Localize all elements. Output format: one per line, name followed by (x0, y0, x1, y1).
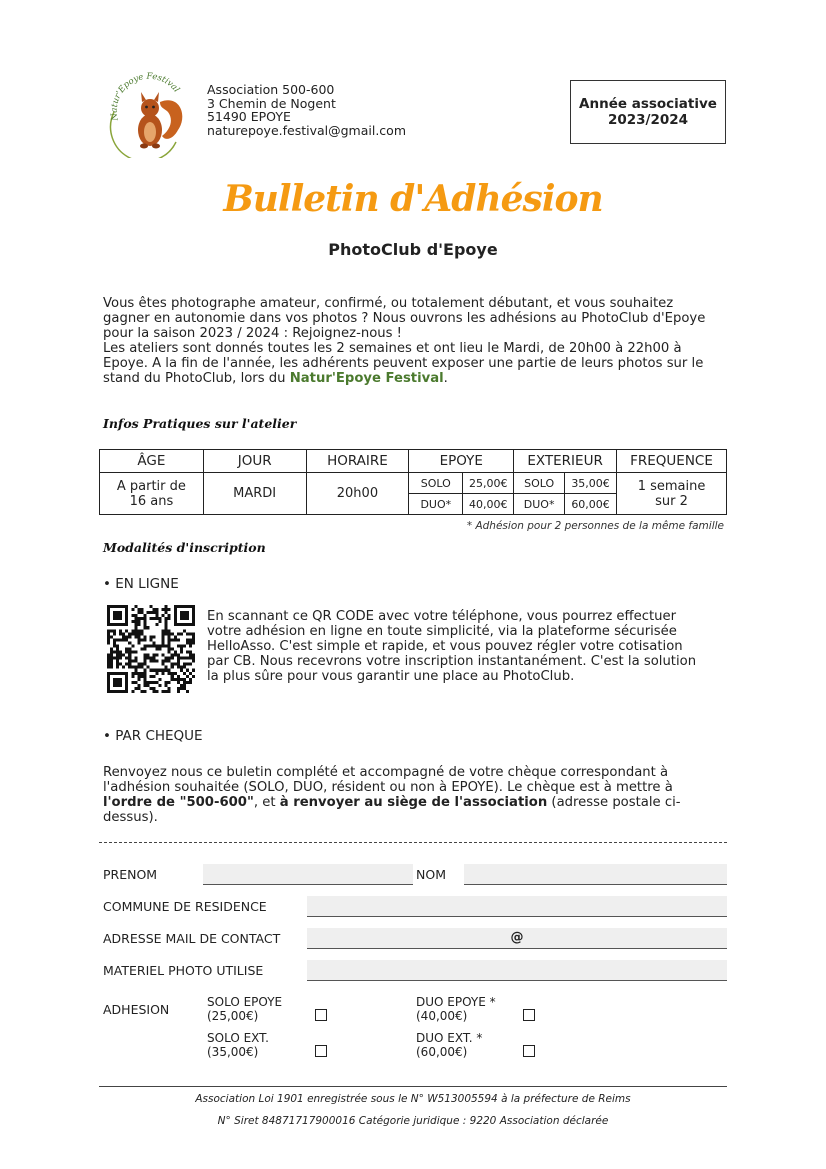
cell-ext-duo-price: 60,00€ (565, 494, 617, 515)
option-name: SOLO EXT. (207, 1031, 269, 1045)
year-box (570, 80, 726, 144)
address-line-email: naturepoye.festival@gmail.com (207, 122, 406, 138)
cell-epoye-duo-price: 40,00€ (463, 494, 514, 515)
col-jour: JOUR (203, 450, 306, 473)
footer-registration: Association Loi 1901 enregistrée sous le N° W513005594 à la préfecture de Reims (195, 1093, 631, 1105)
festival-name: Natur'Epoye Festival (289, 371, 444, 386)
footer-siret: N° Siret 84871717900016 Catégorie juridique : 9220 Association déclarée (217, 1115, 609, 1127)
table-footnote: * Adhésion pour 2 personnes de la même famille (466, 520, 724, 532)
prenom-field[interactable] (203, 864, 413, 885)
info-table (99, 449, 727, 515)
cheque-text (103, 765, 713, 825)
option-price: (25,00€) (207, 1009, 259, 1023)
col-frequence: FREQUENCE (617, 450, 727, 473)
intro-text (103, 296, 723, 386)
option-solo-epoye (207, 995, 282, 1023)
address-line-city: 51490 EPOYE (207, 109, 291, 124)
cell-ext-solo-price: 35,00€ (565, 473, 617, 494)
intro-paragraph-1: Vous êtes photographe amateur, confirmé, ou totalement débutant, et vous souhaitez gagner en autonomie dans vos photos ? Nous ouvrons les adhésions au PhotoClub d'Epoye pour la saison 2023 / 2024 : Rejoignez-nous ! (103, 296, 706, 341)
prenom-label: PRENOM (103, 867, 158, 882)
nom-label: NOM (416, 867, 446, 882)
email-at-sign: @ (510, 930, 524, 945)
materiel-label: MATERIEL PHOTO UTILISE (103, 963, 264, 978)
checkbox-duo-epoye[interactable] (523, 1009, 535, 1021)
squirrel-icon (138, 92, 182, 149)
intro-p2-text: Les ateliers sont donnés toutes les 2 semaines et ont lieu le Mardi, de 20h00 à 22h00 à Epoye. A la fin de l'année, les adhérents peuvent exposer une partie de leurs photos sur le stand du PhotoClub, lors du (103, 341, 704, 386)
col-exterieur: EXTERIEUR (514, 450, 617, 473)
qr-modules (107, 605, 195, 693)
option-duo-ext (416, 1031, 482, 1059)
commune-field[interactable] (307, 896, 727, 917)
option-solo-ext (207, 1031, 269, 1059)
cell-epoye-solo-price: 25,00€ (463, 473, 514, 494)
option-name: SOLO EPOYE (207, 995, 283, 1009)
cut-line (99, 842, 727, 843)
cheque-text-c: , et (253, 795, 280, 810)
email-label: ADRESSE MAIL DE CONTACT (103, 931, 281, 946)
option-duo-epoye (416, 995, 496, 1023)
cheque-send-to: à renvoyer au siège de l'association (279, 795, 548, 810)
online-heading: • EN LIGNE (103, 576, 179, 592)
cell-ext-duo-label: DUO* (514, 494, 565, 515)
infos-section-title: Infos Pratiques sur l'atelier (103, 416, 297, 431)
cell-epoye-solo-label: SOLO (409, 473, 463, 494)
year-value: 2023/2024 (607, 112, 689, 128)
modalites-section-title: Modalités d'inscription (103, 540, 266, 555)
cheque-order: l'ordre de "500-600" (103, 795, 254, 810)
col-horaire: HORAIRE (306, 450, 409, 473)
option-name: DUO EXT. * (416, 1031, 483, 1045)
address-line-name: Association 500-600 (207, 82, 335, 97)
col-epoye: EPOYE (409, 450, 514, 473)
cheque-text-e: (adresse postale ci-dessus). (103, 795, 681, 825)
cell-horaire: 20h00 (306, 473, 409, 515)
adhesion-label: ADHESION (103, 1002, 170, 1017)
intro-p2-end: . (443, 371, 448, 386)
page-title: Bulletin d'Adhésion (223, 178, 603, 220)
checkbox-solo-epoye[interactable] (315, 1009, 327, 1021)
col-age: ÂGE (100, 450, 204, 473)
option-price: (35,00€) (207, 1045, 259, 1059)
option-price: (40,00€) (416, 1009, 468, 1023)
festival-logo (104, 72, 194, 158)
table-row (100, 473, 727, 494)
intro-paragraph-2 (103, 341, 723, 386)
table-header-row (100, 450, 727, 473)
nom-field[interactable] (464, 864, 727, 885)
cell-frequence: 1 semaine sur 2 (617, 473, 727, 515)
checkbox-duo-ext[interactable] (523, 1045, 535, 1057)
year-label: Année associative (579, 96, 717, 112)
footer-divider (99, 1086, 727, 1087)
cell-age: A partir de 16 ans (100, 473, 204, 515)
materiel-field[interactable] (307, 960, 727, 981)
address-line-street: 3 Chemin de Nogent (207, 95, 336, 111)
email-field[interactable] (307, 928, 727, 949)
cheque-text-a: Renvoyez nous ce buletin complété et accompagné de votre chèque correspondant à l'adhésion souhaitée (SOLO, DUO, résident ou non à EPOYE). Le chèque est à mettre à (103, 765, 673, 795)
online-text: En scannant ce QR CODE avec votre téléphone, vous pourrez effectuer votre adhésion en ligne en toute simplicité, via la plateforme sécurisée HelloAsso. C'est simple et rapide, et vous pouvez régler votre cotisation par CB. Nous recevrons votre inscription instantanément. C'est la solution la plus sûre pour vous garantir une place au PhotoClub. (207, 609, 697, 684)
association-address (207, 83, 406, 137)
option-name: DUO EPOYE * (416, 995, 496, 1009)
cell-ext-solo-label: SOLO (514, 473, 565, 494)
commune-label: COMMUNE DE RESIDENCE (103, 899, 267, 914)
cell-jour: MARDI (203, 473, 306, 515)
checkbox-solo-ext[interactable] (315, 1045, 327, 1057)
qr-code[interactable] (107, 605, 195, 693)
option-price: (60,00€) (416, 1045, 468, 1059)
page-subtitle: PhotoClub d'Epoye (328, 240, 498, 259)
cheque-heading: • PAR CHEQUE (103, 728, 203, 744)
cell-epoye-duo-label: DUO* (409, 494, 463, 515)
logo-text: Natur'Epoye Festival (109, 72, 182, 122)
